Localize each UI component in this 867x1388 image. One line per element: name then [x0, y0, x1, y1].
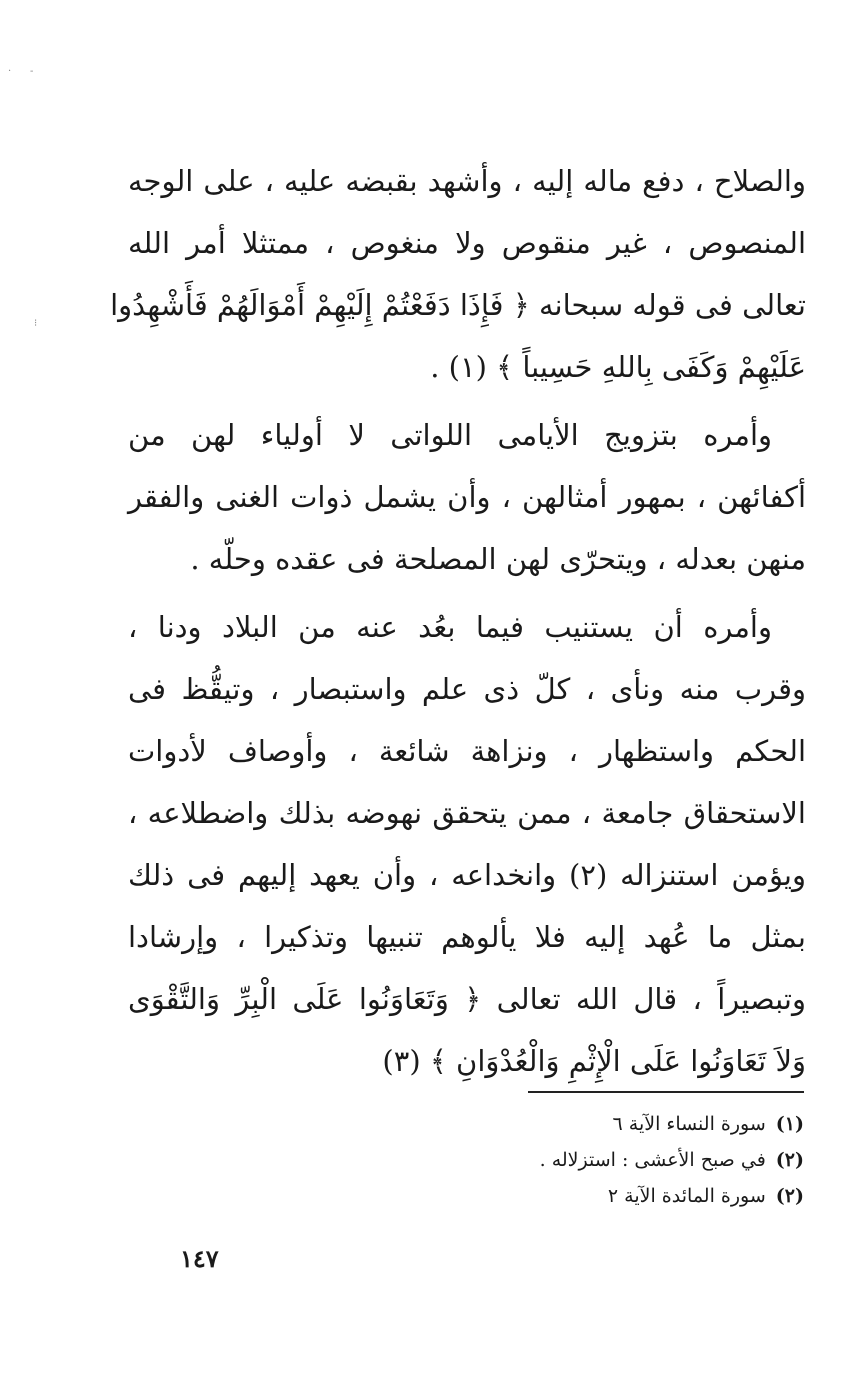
footnote-number: (٢) [775, 1149, 804, 1171]
footnote-separator [528, 1091, 804, 1093]
text-line: وأمره أن يستنيب فيما بعُد عنه من البلاد ودنا ، [128, 610, 772, 644]
text-line: بمثل ما عُهد إليه فلا يألوهم تنبيها وتذكيرا ، وإرشادا [128, 920, 806, 954]
text-line: المنصوص ، غير منقوص ولا منغوص ، ممتثلا أمر الله [128, 226, 806, 260]
footnotes [420, 1106, 804, 1214]
text-line: منهن بعدله ، ويتحرّى لهن المصلحة فى عقده وحلّه . [190, 542, 806, 576]
footnote [420, 1106, 804, 1142]
text-line: والصلاح ، دفع ماله إليه ، وأشهد بقبضه عليه ، على الوجه [128, 164, 806, 198]
text-line: الحكم واستظهار ، ونزاهة شائعة ، وأوصاف لأدوات [128, 734, 806, 768]
text-line: تعالى فى قوله سبحانه ﴿ فَإِذَا دَفَعْتُمْ إِلَيْهِمْ أَمْوَالَهُمْ فَأَشْهِدُوا [110, 288, 806, 322]
text-line: وتبصيراً ، قال الله تعالى ﴿ وَتَعَاوَنُوا عَلَى الْبِرِّ وَالتَّقْوَى [128, 982, 806, 1016]
text-line: وَلاَ تَعَاوَنُوا عَلَى الْإِثْمِ وَالْعُدْوَانِ ﴾ (٣) [382, 1044, 806, 1078]
footnote [420, 1142, 804, 1178]
text-line: ويؤمن استنزاله (٢) وانخداعه ، وأن يعهد إليهم فى ذلك [128, 858, 806, 892]
paragraph [110, 150, 806, 398]
scan-speck: · [8, 66, 12, 77]
paragraph [128, 404, 806, 590]
scan-speck: ⁝ [34, 318, 38, 329]
footnote-text: سورة المائدة الآية ٢ [607, 1185, 766, 1207]
footnote-text: سورة النساء الآية ٦ [612, 1113, 766, 1135]
text-line: الاستحقاق جامعة ، ممن يتحقق نهوضه بذلك واضطلاعه ، [128, 796, 806, 830]
page-number: ١٤٧ [180, 1244, 219, 1273]
paragraph [128, 596, 806, 1092]
text-line: أكفائهن ، بمهور أمثالهن ، وأن يشمل ذوات الغنى والفقر [128, 480, 806, 514]
scan-speck: - [30, 66, 34, 77]
footnote-text: في صبح الأعشى : استزلاله . [539, 1149, 766, 1171]
footnote [420, 1178, 804, 1214]
text-line: وقرب منه ونأى ، كلّ ذى علم واستبصار ، وتيقُّظ فى [128, 672, 806, 706]
text-line: وأمره بتزويج الأيامى اللواتى لا أولياء لهن من [128, 418, 772, 452]
footnote-number: (١) [775, 1113, 804, 1135]
text-line: عَلَيْهِمْ وَكَفَى بِاللهِ حَسِيباً ﴾ (١) . [430, 350, 806, 384]
main-text [110, 150, 806, 1092]
footnote-number: (٢) [775, 1185, 804, 1207]
